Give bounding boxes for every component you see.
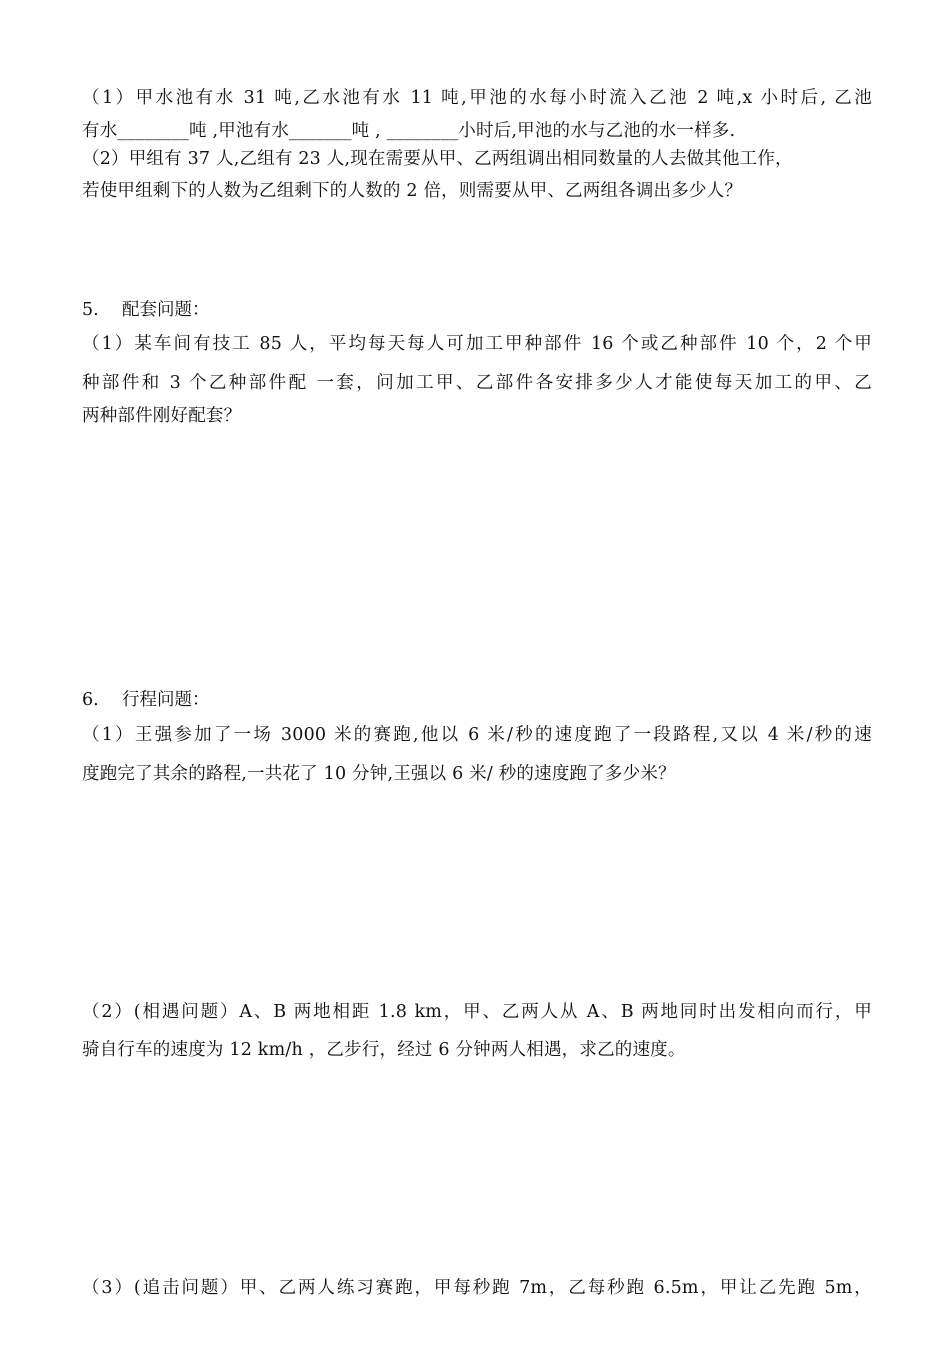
q6-part2-line2: 骑自行车的速度为 12 km/h ，乙步行，经过 6 分钟两人相遇，求乙的速度。: [82, 1040, 686, 1060]
q5-part1-line1: （1）某车间有技工 85 人，平均每天每人可加工甲种部件 16 个或乙种部件 10 个，2 个甲: [82, 334, 872, 354]
q6-heading: [82, 687, 210, 713]
q5-title: 配套问题：: [122, 300, 210, 320]
q6-part1-line2: 度跑完了其余的路程,一共花了 10 分钟,王强以 6 米/ 秒的速度跑了多少米？: [82, 764, 676, 784]
q6-title: 行程问题：: [122, 690, 210, 710]
q5-number: 5.: [82, 300, 99, 320]
q4-part1-line2: 有水________吨 ,甲池有水_______吨 , ________小时后,甲池的水与乙池的水一样多.: [82, 121, 736, 141]
q5-heading: [82, 297, 210, 323]
q6-number: 6.: [82, 690, 99, 710]
q4-part2-line1: （2）甲组有 37 人,乙组有 23 人,现在需要从甲、乙两组调出相同数量的人去做其他工作，: [82, 149, 793, 169]
q6-part2-line1: （2）(相遇问题）A、B 两地相距 1.8 km，甲、乙两人从 A、B 两地同时出发相向而行，甲: [82, 1002, 872, 1022]
q5-part1-line3: 两种部件刚好配套？: [82, 406, 242, 426]
q4-part2-line2: 若使甲组剩下的人数为乙组剩下的人数的 2 倍，则需要从甲、乙两组各调出多少人？: [82, 181, 743, 201]
q6-part3-line1: （3）(追击问题）甲、乙两人练习赛跑，甲每秒跑 7m，乙每秒跑 6.5m，甲让乙先跑 5m，: [82, 1278, 872, 1298]
q4-part1-line1: （1）甲水池有水 31 吨,乙水池有水 11 吨,甲池的水每小时流入乙池 2 吨,x 小时后, 乙池: [82, 88, 872, 108]
q5-part1-line2: 种部件和 3 个乙种部件配 一套，问加工甲、乙部件各安排多少人才能使每天加工的甲、乙: [82, 373, 872, 393]
q6-part1-line1: （1）王强参加了一场 3000 米的赛跑,他以 6 米/秒的速度跑了一段路程,又以 4 米/秒的速: [82, 725, 872, 745]
